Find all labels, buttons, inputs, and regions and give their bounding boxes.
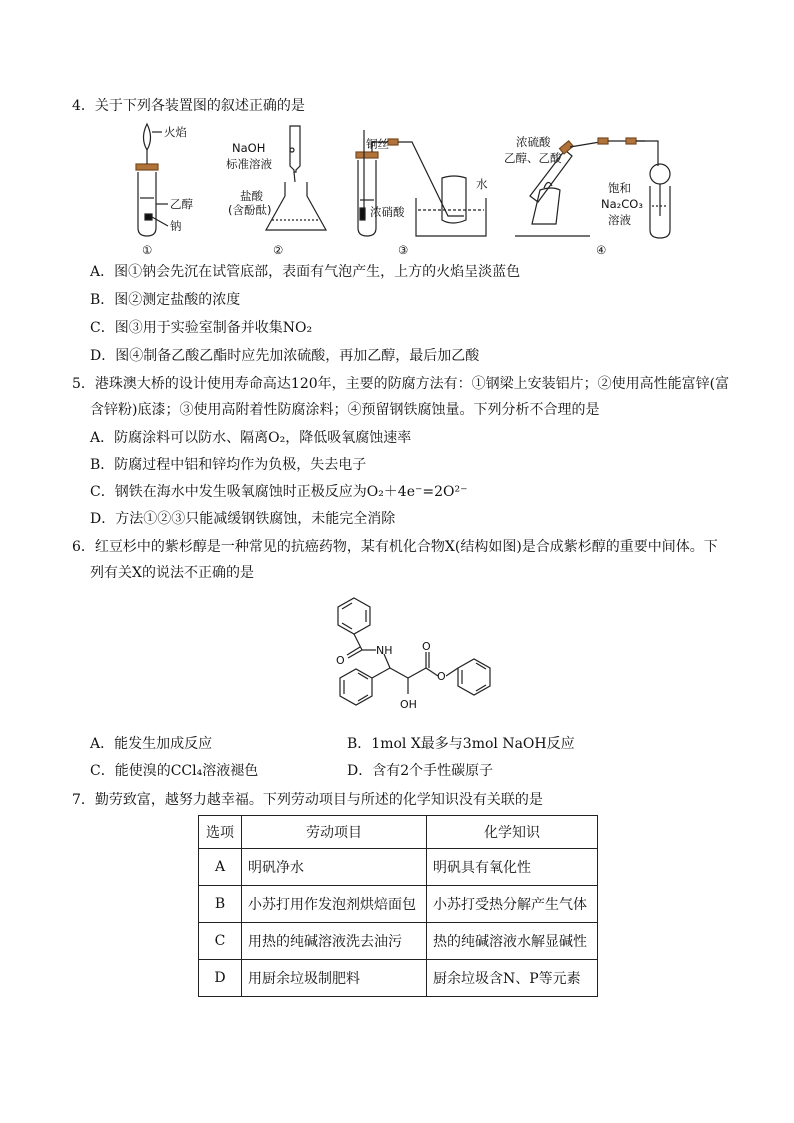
- cell-labor: 明矾净水: [242, 849, 427, 886]
- cell-knowledge: 热的纯碱溶液水解显碱性: [427, 923, 598, 960]
- q6-option-b: B．1mol X最多与3mol NaOH反应: [347, 736, 575, 752]
- q6-option-a: A．能发生加成反应: [90, 736, 213, 752]
- table-row: [199, 886, 598, 923]
- q4-option-a: A．图①钠会先沉在试管底部，表面有气泡产生，上方的火焰呈淡蓝色: [90, 264, 521, 280]
- atom-o-carbonyl: O: [422, 640, 431, 653]
- label-naoh-1: NaOH: [232, 141, 266, 155]
- q6-option-d: D．含有2个手性碳原子: [347, 763, 494, 779]
- q5-option-b: B．防腐过程中铝和锌均作为负极，失去电子: [90, 457, 367, 473]
- cell-knowledge: 小苏打受热分解产生气体: [427, 886, 598, 923]
- cell-option: A: [199, 849, 242, 886]
- label-water: 水: [476, 177, 488, 191]
- q4-stem: 4．关于下列各装置图的叙述正确的是: [72, 98, 305, 114]
- header-labor-item: 劳动项目: [242, 816, 427, 849]
- cell-option: C: [199, 923, 242, 960]
- label-sat-1: 饱和: [608, 181, 631, 195]
- header-chem-knowledge: 化学知识: [427, 816, 598, 849]
- cell-option: D: [199, 960, 242, 997]
- q7-table: [198, 815, 598, 997]
- label-sat-2: Na₂CO₃: [601, 197, 643, 211]
- flame-shape: [144, 124, 151, 150]
- q5-stem-line1: 5．港珠澳大桥的设计使用寿命高达120年，主要的防腐方法有：①钢梁上安装铝片；②使用高性能富锌(富: [72, 376, 730, 392]
- label-naoh-2: 标准溶液: [226, 157, 272, 171]
- trough: [416, 198, 486, 236]
- label-n4: ④: [596, 243, 607, 257]
- q5-option-a: A．防腐涂料可以防水、隔离O₂，降低吸氧腐蚀速率: [90, 430, 412, 446]
- label-hcl-2: (含酚酞): [228, 203, 272, 217]
- cell-labor: 用厨余垃圾制肥料: [242, 960, 427, 997]
- stopper-1: [136, 164, 158, 170]
- atom-nh: NH: [376, 644, 393, 657]
- q7-stem: 7．勤劳致富，越努力越幸福。下列劳动项目与所述的化学知识没有关联的是: [72, 792, 543, 808]
- label-conc-hno3: 浓硝酸: [370, 205, 405, 219]
- label-sodium: 钠: [170, 219, 182, 233]
- table-row: [199, 849, 598, 886]
- label-ethanol: 乙醇: [170, 197, 193, 211]
- label-n2: ②: [273, 243, 284, 257]
- test-tube-3: [358, 160, 376, 236]
- table-header-row: [199, 816, 598, 849]
- label-n3: ③: [398, 243, 409, 257]
- label-h2so4-1: 浓硫酸: [516, 135, 551, 149]
- delivery-tube: [398, 142, 464, 216]
- table-row: [199, 923, 598, 960]
- alcohol-lamp: [532, 188, 560, 224]
- q4-option-c: C．图③用于实验室制备并收集NO₂: [90, 320, 313, 336]
- delivery-tube-4: [636, 141, 658, 166]
- q5-option-d: D．方法①②③只能减缓钢铁腐蚀，未能完全消除: [90, 511, 396, 527]
- apparatus-diagram: [120, 120, 720, 260]
- sodium-piece: [145, 214, 152, 220]
- cell-option: B: [199, 886, 242, 923]
- cell-knowledge: 厨余垃圾含N、P等元素: [427, 960, 598, 997]
- atom-oh: OH: [400, 698, 417, 711]
- table-row: [199, 960, 598, 997]
- test-tube-1: [138, 172, 156, 236]
- label-h2so4-2: 乙醇、乙酸: [504, 151, 562, 165]
- atom-o-amide: O: [336, 654, 345, 667]
- label-sat-3: 溶液: [608, 213, 631, 227]
- q6-stem-line1: 6．红豆杉中的紫杉醇是一种常见的抗癌药物，某有机化合物X(结构如图)是合成紫杉醇的重要中间体。下: [72, 539, 718, 555]
- label-n1: ①: [142, 243, 153, 257]
- cell-labor: 用热的纯碱溶液洗去油污: [242, 923, 427, 960]
- conical-flask: [266, 182, 326, 230]
- burette: [290, 126, 300, 172]
- label-cu-wire: 铜丝: [366, 137, 389, 151]
- q6-stem-line2: 列有关X的说法不正确的是: [90, 565, 254, 581]
- molecule-x-structure: [318, 590, 498, 725]
- cell-knowledge: 明矾具有氧化性: [427, 849, 598, 886]
- header-option: 选项: [199, 816, 242, 849]
- q6-option-c: C．能使溴的CCl₄溶液褪色: [90, 763, 259, 779]
- drying-bulb: [650, 164, 670, 184]
- label-flame: 火焰: [164, 125, 187, 139]
- q4-option-b: B．图②测定盐酸的浓度: [90, 292, 241, 308]
- label-hcl-1: 盐酸: [240, 189, 263, 203]
- q5-stem-line2: 含锌粉)底漆；③使用高附着性防腐涂料；④预留钢铁腐蚀量。下列分析不合理的是: [90, 402, 600, 418]
- cell-labor: 小苏打用作发泡剂烘焙面包: [242, 886, 427, 923]
- q5-option-c: C．钢铁在海水中发生吸氧腐蚀时正极反应为O₂＋4e⁻=2O²⁻: [90, 484, 468, 500]
- atom-o-ester: O: [437, 670, 446, 683]
- q4-option-d: D．图④制备乙酸乙酯时应先加浓硫酸，再加乙醇，最后加乙酸: [90, 348, 480, 364]
